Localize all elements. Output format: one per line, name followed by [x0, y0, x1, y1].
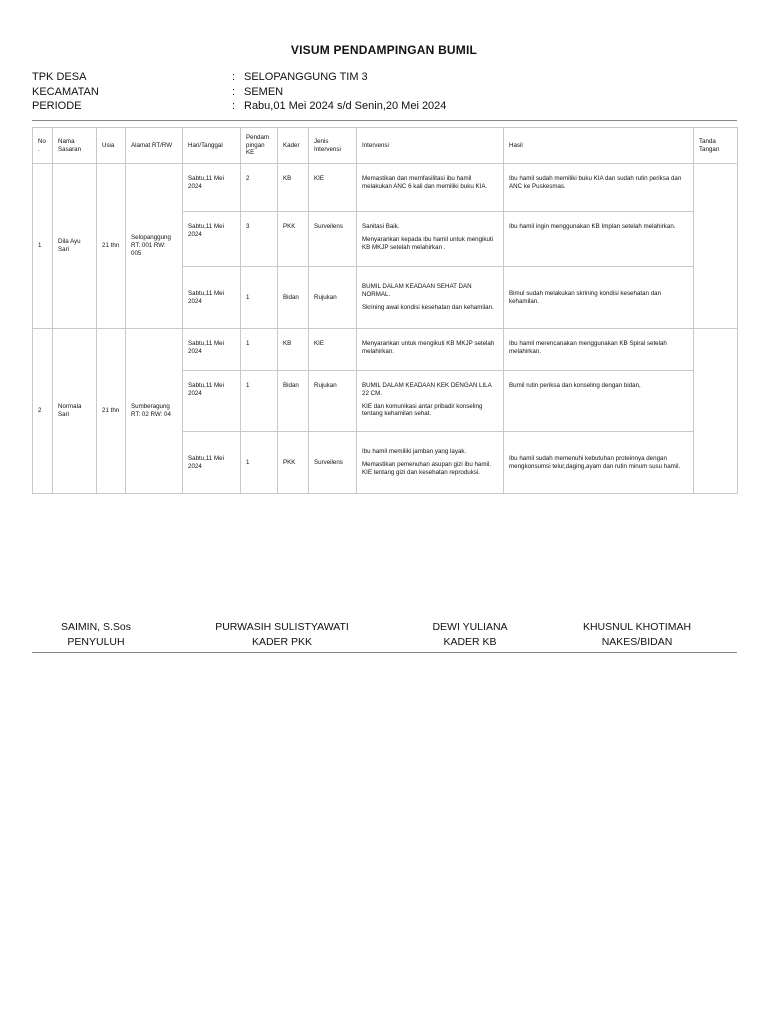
table-header-row	[33, 128, 738, 164]
cell-hasil: Ibu hamil sudah memiliki buku KIA dan sudah rutin periksa dan ANC ke Puskesmas.	[504, 164, 694, 212]
intervensi-text: Ibu hamil memiliki jamban yang layak.	[362, 448, 467, 456]
signature-kader-kb	[410, 620, 530, 650]
cell-usia: 21 thn	[97, 329, 126, 494]
meta-value: SELOPANGGUNG TIM 3	[244, 71, 368, 83]
signature-role: NAKES/BIDAN	[601, 636, 673, 648]
signature-name: DEWI YULIANA	[432, 621, 508, 633]
cell-intervensi	[357, 164, 504, 212]
cell-kader: KB	[278, 329, 309, 371]
header-hari-tanggal: Hari/Tanggal	[183, 128, 241, 164]
cell-hasil: Ibu hamil sudah memenuhi kebutuhan proteinnya dengan mengkonsumsi telur,daging,ayam dan rutin minum susu hamil.	[504, 432, 694, 494]
header-jenis-intervensi: Jenis Intervensi	[309, 128, 357, 164]
signature-role: KADER PKK	[251, 636, 313, 648]
signature-nakes-bidan	[567, 620, 707, 650]
cell-intervensi	[357, 267, 504, 329]
cell-hasil: Ibu hamil ingin menggunakan KB Implan setelah melahirkan.	[504, 212, 694, 267]
cell-jenis: Surveilens	[309, 212, 357, 267]
header-alamat: Alamat RT/RW	[126, 128, 183, 164]
meta-label: TPK DESA	[32, 71, 87, 83]
cell-kader: KB	[278, 164, 309, 212]
cell-tanggal: Sabtu,11 Mei 2024	[183, 267, 241, 329]
cell-jenis: Surveilens	[309, 432, 357, 494]
meta-label: KECAMATAN	[32, 86, 99, 98]
cell-intervensi	[357, 212, 504, 267]
cell-tanggal: Sabtu,11 Mei 2024	[183, 371, 241, 432]
header-nama-sasaran: Nama Sasaran	[53, 128, 97, 164]
cell-pendampingan-ke: 3	[241, 212, 278, 267]
table-row	[33, 329, 738, 371]
intervensi-text: BUMIL DALAM KEADAAN SEHAT DAN NORMAL.	[362, 283, 472, 299]
meta-label: PERIODE	[32, 100, 82, 112]
cell-pendampingan-ke: 1	[241, 267, 278, 329]
signature-name: PURWASIH SULISTYAWATI	[215, 621, 349, 633]
intervensi-text: Skrining awal kondisi kesehatan dan kehamilan.	[362, 303, 494, 311]
signature-role: PENYULUH	[67, 636, 125, 648]
cell-pendampingan-ke: 1	[241, 371, 278, 432]
cell-intervensi	[357, 432, 504, 494]
cell-nama: Dila Ayu Sari	[53, 164, 97, 329]
cell-kader: Bidan	[278, 267, 309, 329]
cell-jenis: Rujukan	[309, 267, 357, 329]
cell-pendampingan-ke: 2	[241, 164, 278, 212]
header-kader: Kader	[278, 128, 309, 164]
intervensi-text: KIE dan komunikasi antar pribadi/ konseling tentang kehamilan sehat.	[362, 402, 483, 418]
header-pendampingan-ke: Pendam pingan KE	[241, 128, 278, 164]
signature-name: SAIMIN, S.Sos	[60, 621, 132, 633]
cell-hasil: Ibu hamil merencanakan menggunakan KB Spiral setelah melahirkan.	[504, 329, 694, 371]
intervensi-text: Menyarankan kepada ibu hamil untuk mengikuti KB MKJP setelah melahirkan .	[362, 235, 494, 251]
meta-value: SEMEN	[244, 86, 284, 98]
intervensi-text: Sanitasi Baik.	[362, 223, 400, 230]
cell-tanda-tangan	[694, 329, 738, 494]
header-intervensi: Intervensi	[357, 128, 504, 164]
document-title: VISUM PENDAMPINGAN BUMIL	[290, 43, 478, 57]
meta-value: Rabu,01 Mei 2024 s/d Senin,20 Mei 2024	[244, 100, 447, 112]
header-divider	[32, 120, 737, 121]
meta-colon: :	[232, 71, 236, 83]
header-hasil: Hasil	[504, 128, 694, 164]
meta-colon: :	[232, 86, 236, 98]
intervensi-text: BUMIL DALAM KEADAAN KEK DENGAN LILA 22 CM.	[362, 382, 492, 397]
signature-penyuluh	[32, 620, 160, 650]
header-no: No.	[33, 128, 53, 164]
cell-hasil: Bumil rutin periksa dan konseling dengan bidan,	[504, 371, 694, 432]
cell-intervensi	[357, 371, 504, 432]
cell-alamat: Sumberagung RT: 02 RW: 04	[126, 329, 183, 494]
cell-intervensi	[357, 329, 504, 371]
signature-kader-pkk	[202, 620, 362, 650]
cell-pendampingan-ke: 1	[241, 432, 278, 494]
footer-divider	[32, 652, 737, 653]
cell-tanggal: Sabtu,11 Mei 2024	[183, 164, 241, 212]
intervensi-text: Memastikan pemenuhan asupan gizi ibu hamil. KIE tentang gizi dan kesehatan reproduksi.	[362, 461, 491, 476]
cell-kader: PKK	[278, 212, 309, 267]
intervensi-text: Menyarankan untuk mengikuti KB MKJP setelah melahirkan.	[362, 340, 495, 355]
cell-tanda-tangan	[694, 164, 738, 329]
intervensi-text: Memastikan dan memfasilitasi ibu hamil melakukan ANC 6 kali dan memiliki buku KIA.	[362, 175, 488, 190]
cell-no: 2	[33, 329, 53, 494]
signature-name: KHUSNUL KHOTIMAH	[582, 621, 692, 633]
cell-hasil: Bimul sudah melakukan skrining kondisi kesehatan dan kehamilan.	[504, 267, 694, 329]
cell-tanggal: Sabtu,11 Mei 2024	[183, 329, 241, 371]
cell-usia: 21 thn	[97, 164, 126, 329]
signature-role: KADER KB	[443, 636, 497, 648]
meta-colon: :	[232, 100, 236, 112]
cell-kader: Bidan	[278, 371, 309, 432]
cell-tanggal: Sabtu,11 Mei 2024	[183, 432, 241, 494]
cell-tanggal: Sabtu,11 Mei 2024	[183, 212, 241, 267]
cell-alamat: Selopanggung RT: 001 RW: 005	[126, 164, 183, 329]
table-row	[33, 164, 738, 212]
cell-pendampingan-ke: 1	[241, 329, 278, 371]
cell-kader: PKK	[278, 432, 309, 494]
cell-nama: Normala Sari	[53, 329, 97, 494]
cell-jenis: Rujukan	[309, 371, 357, 432]
header-tanda-tangan: Tanda Tangan	[694, 128, 738, 164]
header-usia: Usia	[97, 128, 126, 164]
cell-jenis: KIE	[309, 329, 357, 371]
cell-jenis: KIE	[309, 164, 357, 212]
cell-no: 1	[33, 164, 53, 329]
visum-table	[32, 127, 738, 494]
